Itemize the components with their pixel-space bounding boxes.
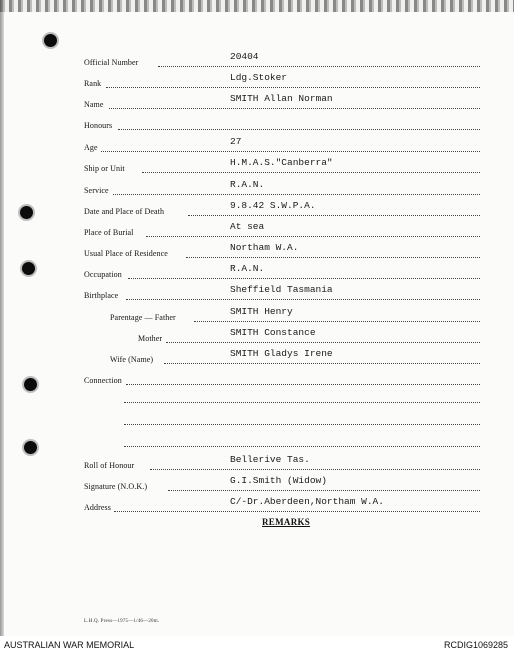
field-underline — [188, 215, 480, 216]
field-label: Occupation — [84, 270, 122, 279]
punch-hole — [44, 34, 57, 47]
field-label: Wife (Name) — [110, 355, 154, 364]
field-value: G.I.Smith (Widow) — [230, 475, 327, 486]
field-value: Northam W.A. — [230, 242, 299, 253]
field-underline — [194, 321, 480, 322]
connection-continuation-line — [124, 402, 480, 403]
field-label: Name — [84, 100, 104, 109]
field-value: C/-Dr.Aberdeen,Northam W.A. — [230, 496, 384, 507]
footer-institution: AUSTRALIAN WAR MEMORIAL — [4, 640, 135, 650]
connection-continuation-line — [124, 424, 480, 425]
field-label: Parentage — Father — [110, 313, 176, 322]
field-label: Official Number — [84, 58, 139, 67]
punch-hole — [24, 441, 37, 454]
field-label: Date and Place of Death — [84, 207, 165, 216]
field-label: Roll of Honour — [84, 461, 135, 470]
field-underline — [113, 194, 480, 195]
field-label: Mother — [138, 334, 163, 343]
field-underline — [128, 278, 480, 279]
connection-continuation-line — [124, 446, 480, 447]
footer-record-id: RCDIG1069285 — [443, 640, 508, 650]
field-underline — [166, 342, 480, 343]
scan-top-edge — [0, 0, 514, 12]
field-label: Usual Place of Residence — [84, 249, 168, 258]
field-underline — [106, 87, 480, 88]
field-underline — [126, 384, 480, 385]
field-underline — [186, 257, 480, 258]
printer-note: L.H.Q. Press—1975—1/46—20m. — [84, 619, 160, 624]
field-value: Sheffield Tasmania — [230, 284, 333, 295]
field-label: Signature (N.O.K.) — [84, 482, 148, 491]
field-value: SMITH Henry — [230, 306, 293, 317]
field-value: SMITH Constance — [230, 327, 316, 338]
field-label: Rank — [84, 79, 102, 88]
field-label: Place of Burial — [84, 228, 134, 237]
field-label: Address — [84, 503, 111, 512]
field-connection — [0, 376, 514, 392]
field-value: R.A.N. — [230, 179, 265, 190]
field-underline — [118, 129, 480, 130]
field-ship-or-unit — [0, 157, 514, 180]
field-label: Ship or Unit — [84, 164, 125, 173]
field-underline — [168, 490, 480, 491]
field-underline — [142, 172, 480, 173]
field-value: H.M.A.S."Canberra" — [230, 157, 333, 168]
field-value: Bellerive Tas. — [230, 454, 310, 465]
field-underline — [126, 299, 480, 300]
field-value: SMITH Allan Norman — [230, 93, 333, 104]
field-address — [0, 496, 514, 519]
field-value: 9.8.42 S.W.P.A. — [230, 200, 316, 211]
field-value: SMITH Gladys Irene — [230, 348, 333, 359]
field-value: 27 — [230, 136, 242, 147]
field-wife — [0, 348, 514, 371]
field-underline — [150, 469, 480, 470]
field-underline — [114, 511, 480, 512]
field-underline — [109, 108, 480, 109]
field-value: 20404 — [230, 51, 259, 62]
field-birthplace — [0, 284, 514, 307]
field-underline — [101, 151, 480, 152]
field-value: Ldg.Stoker — [230, 72, 288, 83]
field-label: Age — [84, 143, 98, 152]
field-underline — [158, 66, 480, 67]
field-underline — [164, 363, 480, 364]
field-label: Birthplace — [84, 291, 119, 300]
field-honours — [0, 121, 514, 137]
field-underline — [146, 236, 480, 237]
remarks-heading: REMARKS — [262, 517, 311, 527]
field-label: Honours — [84, 121, 113, 130]
field-value: R.A.N. — [230, 263, 265, 274]
field-name — [0, 93, 514, 116]
field-value: At sea — [230, 221, 265, 232]
field-label: Service — [84, 186, 109, 195]
field-label: Connection — [84, 376, 122, 385]
